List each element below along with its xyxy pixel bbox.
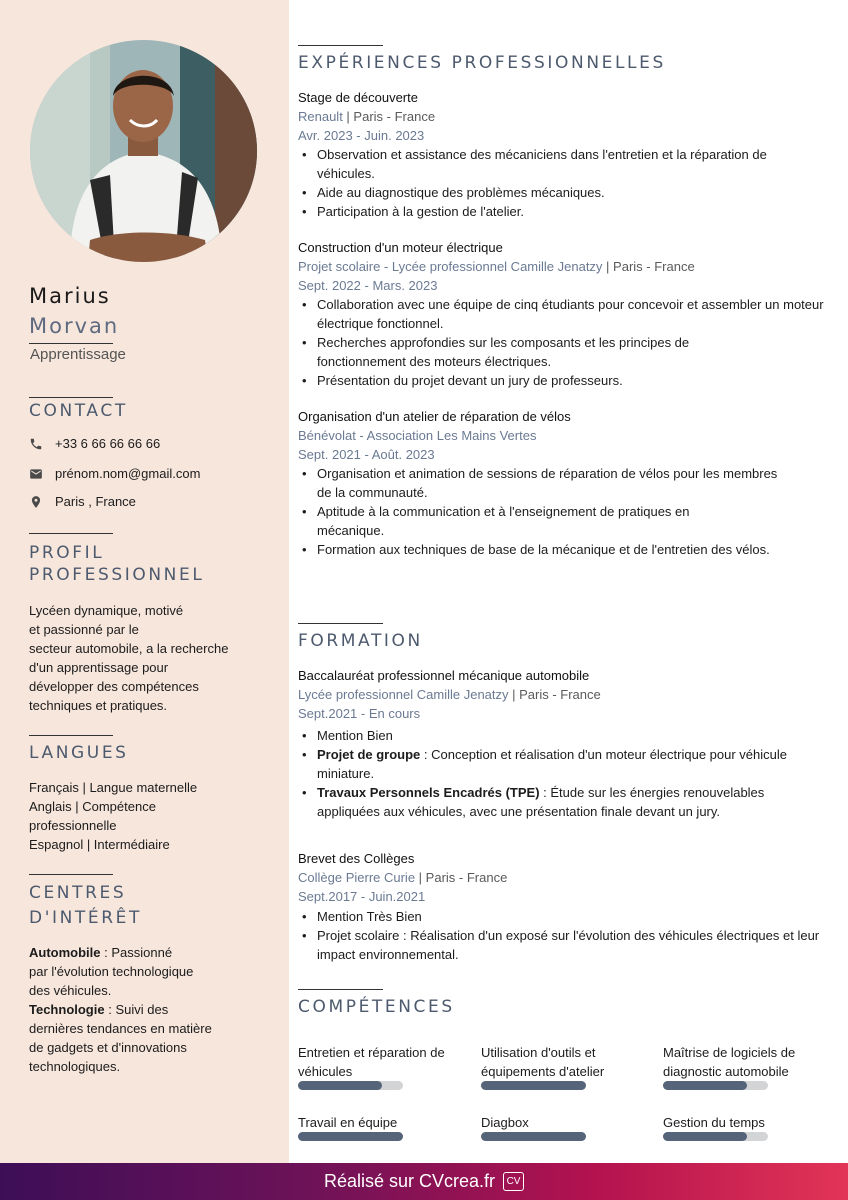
interest-text: des véhicules. bbox=[29, 983, 112, 998]
skill-item bbox=[481, 1043, 646, 1081]
skill-bar-fill bbox=[481, 1132, 586, 1141]
bullet-item bbox=[298, 745, 788, 783]
skill-bar bbox=[663, 1081, 768, 1090]
bullet-item: • Formation aux techniques de base de la mécanique et de l'entretien des vélos. bbox=[298, 540, 798, 559]
entry-org bbox=[298, 685, 828, 704]
entry-org-name: Projet scolaire - Lycée professionnel Camille Jenatzy bbox=[298, 259, 603, 274]
experience-divider bbox=[298, 45, 383, 46]
skill-bar-fill bbox=[298, 1081, 382, 1090]
language-line: Espagnol | Intermédiaire bbox=[29, 837, 170, 852]
profile-summary-line: secteur automobile, a la recherche bbox=[29, 641, 229, 656]
bullet-item: • Observation et assistance des mécaniciens dans l'entretien et la réparation de véhicules. bbox=[298, 145, 808, 183]
interest-text: par l'évolution technologique bbox=[29, 964, 194, 979]
interests-heading bbox=[29, 882, 142, 930]
bullet-item: • Collaboration avec une équipe de cinq étudiants pour concevoir et assembler un moteur électrique fonctionnel. bbox=[298, 295, 828, 333]
entry-bullets bbox=[298, 907, 828, 964]
experience-entry bbox=[298, 407, 828, 559]
skill-item bbox=[298, 1043, 463, 1081]
bullet-item bbox=[298, 907, 828, 926]
entry-location: | Paris - France bbox=[415, 870, 508, 885]
name-divider bbox=[29, 343, 113, 344]
entry-org bbox=[298, 257, 828, 276]
bullet-item: • Organisation et animation de sessions de réparation de vélos pour les membres de la communauté. bbox=[298, 464, 778, 502]
entry-bullets bbox=[298, 464, 828, 559]
entry-dates: Sept. 2022 - Mars. 2023 bbox=[298, 278, 438, 293]
interest-label: Automobile bbox=[29, 945, 101, 960]
entry-location: | Paris - France bbox=[508, 687, 601, 702]
contact-phone bbox=[29, 436, 160, 451]
interests-divider bbox=[29, 874, 113, 875]
profile-divider bbox=[29, 533, 113, 534]
contact-divider bbox=[29, 397, 113, 398]
entry-org-name: Lycée professionnel Camille Jenatzy bbox=[298, 687, 509, 702]
languages-list bbox=[29, 778, 197, 854]
contact-email bbox=[29, 466, 200, 481]
first-name: Marius bbox=[29, 284, 111, 308]
skill-label: Entretien et réparation de véhicules bbox=[298, 1045, 445, 1079]
bullet-text: : Étude sur les énergies renouvelables appliquées aux véhicules, avec une présentation finale devant un jury. bbox=[317, 785, 765, 819]
entry-org-name: Bénévolat - Association Les Mains Vertes bbox=[298, 428, 537, 443]
skill-bar bbox=[298, 1132, 403, 1141]
profile-summary bbox=[29, 601, 228, 715]
language-line: professionnelle bbox=[29, 818, 117, 833]
bullet-item: • Aptitude à la communication et à l'enseignement de pratiques en mécanique. bbox=[298, 502, 758, 540]
entry-dates: Sept.2021 - En cours bbox=[298, 706, 421, 721]
entry-org-name: Renault bbox=[298, 109, 343, 124]
interest-item bbox=[29, 1000, 212, 1076]
entry-title: Construction d'un moteur électrique bbox=[298, 240, 503, 255]
interest-text: dernières tendances en matière bbox=[29, 1021, 212, 1036]
languages-heading: LANGUES bbox=[29, 743, 129, 763]
bullet-item: • Participation à la gestion de l'atelier. bbox=[298, 202, 828, 221]
bullet-text: : Conception et réalisation d'un moteur électrique pour véhicule miniature. bbox=[317, 747, 787, 781]
bullet-item: • Présentation du projet devant un jury de professeurs. bbox=[298, 371, 828, 390]
contact-location bbox=[29, 494, 136, 509]
skill-bar bbox=[663, 1132, 768, 1141]
education-entry bbox=[298, 666, 828, 821]
mail-icon bbox=[29, 467, 43, 481]
language-line: Français | Langue maternelle bbox=[29, 780, 198, 795]
profile-summary-line: et passionné par le bbox=[29, 622, 139, 637]
entry-org bbox=[298, 107, 828, 126]
skills-heading: COMPÉTENCES bbox=[298, 997, 455, 1017]
entry-location: | Paris - France bbox=[342, 109, 436, 124]
interest-label: Technologie bbox=[29, 1002, 105, 1017]
education-divider bbox=[298, 623, 383, 624]
contact-heading: CONTACT bbox=[29, 401, 128, 421]
interest-item bbox=[29, 943, 212, 1000]
experience-entry bbox=[298, 238, 828, 390]
interests-list bbox=[29, 943, 212, 1076]
profile-summary-line: développer des compétences bbox=[29, 679, 199, 694]
skill-item bbox=[298, 1113, 463, 1132]
profile-photo bbox=[30, 40, 257, 262]
bullet-item bbox=[298, 783, 798, 821]
cvcrea-logo-icon: CV bbox=[503, 1172, 524, 1191]
skill-bar bbox=[481, 1081, 586, 1090]
entry-org bbox=[298, 426, 828, 445]
skill-bar-fill bbox=[481, 1081, 586, 1090]
entry-dates: Avr. 2023 - Juin. 2023 bbox=[298, 128, 425, 143]
entry-title: Stage de découverte bbox=[298, 90, 418, 105]
entry-title: Baccalauréat professionnel mécanique automobile bbox=[298, 668, 590, 683]
profile-photo-image bbox=[30, 40, 257, 262]
entry-dates: Sept. 2021 - Août. 2023 bbox=[298, 447, 435, 462]
interests-heading-line2: D'INTÉRÊT bbox=[29, 908, 142, 928]
skill-bar bbox=[481, 1132, 586, 1141]
education-heading: FORMATION bbox=[298, 631, 423, 651]
interest-text: de gadgets et d'innovations bbox=[29, 1040, 187, 1055]
interests-heading-line1: CENTRES bbox=[29, 883, 127, 903]
sidebar bbox=[0, 0, 289, 1163]
profile-summary-line: techniques et pratiques. bbox=[29, 698, 168, 713]
profile-heading bbox=[29, 542, 204, 587]
bullet-item: • Recherches approfondies sur les composants et les principes de fonctionnement des moteurs électriques. bbox=[298, 333, 758, 371]
bullet-item bbox=[298, 926, 828, 964]
skill-label: Utilisation d'outils et équipements d'atelier bbox=[481, 1045, 605, 1079]
entry-title: Organisation d'un atelier de réparation de vélos bbox=[298, 409, 571, 424]
entry-title: Brevet des Collèges bbox=[298, 851, 415, 866]
interest-text: technologiques. bbox=[29, 1059, 121, 1074]
languages-divider bbox=[29, 735, 113, 736]
skill-label: Gestion du temps bbox=[663, 1115, 765, 1130]
bullet-text: Mention Bien bbox=[317, 728, 393, 743]
job-target: Apprentissage bbox=[30, 346, 126, 363]
experience-entry bbox=[298, 88, 828, 221]
email-address[interactable]: prénom.nom@gmail.com bbox=[55, 466, 201, 481]
entry-dates: Sept.2017 - Juin.2021 bbox=[298, 889, 426, 904]
interest-text: : Suivi des bbox=[104, 1002, 169, 1017]
skill-label: Diagbox bbox=[481, 1115, 529, 1130]
skill-label: Travail en équipe bbox=[298, 1115, 398, 1130]
skills-divider bbox=[298, 989, 383, 990]
bullet-bold: Projet de groupe bbox=[317, 747, 421, 762]
entry-location: | Paris - France bbox=[602, 259, 695, 274]
bullet-bold: Travaux Personnels Encadrés (TPE) bbox=[317, 785, 540, 800]
profile-summary-line: Lycéen dynamique, motivé bbox=[29, 603, 184, 618]
entry-org bbox=[298, 868, 828, 887]
skill-item bbox=[663, 1113, 828, 1132]
entry-bullets bbox=[298, 726, 828, 821]
entry-bullets bbox=[298, 295, 828, 390]
skill-bar-fill bbox=[663, 1132, 747, 1141]
skill-bar-fill bbox=[298, 1132, 403, 1141]
skill-item bbox=[481, 1113, 646, 1132]
skill-bar-fill bbox=[663, 1081, 747, 1090]
profile-summary-line: d'un apprentissage pour bbox=[29, 660, 169, 675]
skill-label: Maîtrise de logiciels de diagnostic automobile bbox=[663, 1045, 796, 1079]
footer-text[interactable]: Réalisé sur CVcrea.fr bbox=[323, 1171, 496, 1191]
experience-heading: EXPÉRIENCES PROFESSIONNELLES bbox=[298, 53, 666, 73]
entry-org-name: Collège Pierre Curie bbox=[298, 870, 416, 885]
footer-banner[interactable] bbox=[0, 1163, 848, 1200]
phone-number[interactable]: +33 6 66 66 66 66 bbox=[55, 436, 161, 451]
interest-text: : Passionné bbox=[100, 945, 173, 960]
bullet-text: Mention Très Bien bbox=[317, 909, 422, 924]
bullet-text: Projet scolaire : Réalisation d'un exposé sur l'évolution des véhicules électriques et leur impact environnemental. bbox=[317, 928, 820, 962]
skill-item bbox=[663, 1043, 828, 1081]
location-pin-icon bbox=[29, 495, 43, 509]
phone-icon bbox=[29, 437, 43, 451]
profile-heading-line2: PROFESSIONNEL bbox=[29, 565, 205, 585]
skill-bar bbox=[298, 1081, 403, 1090]
bullet-item: • Aide au diagnostique des problèmes mécaniques. bbox=[298, 183, 828, 202]
language-line: Anglais | Compétence bbox=[29, 799, 156, 814]
bullet-item bbox=[298, 726, 828, 745]
entry-bullets bbox=[298, 145, 828, 221]
education-entry bbox=[298, 849, 828, 964]
location-text: Paris , France bbox=[55, 494, 136, 509]
last-name: Morvan bbox=[29, 314, 120, 338]
profile-heading-line1: PROFIL bbox=[29, 543, 105, 563]
